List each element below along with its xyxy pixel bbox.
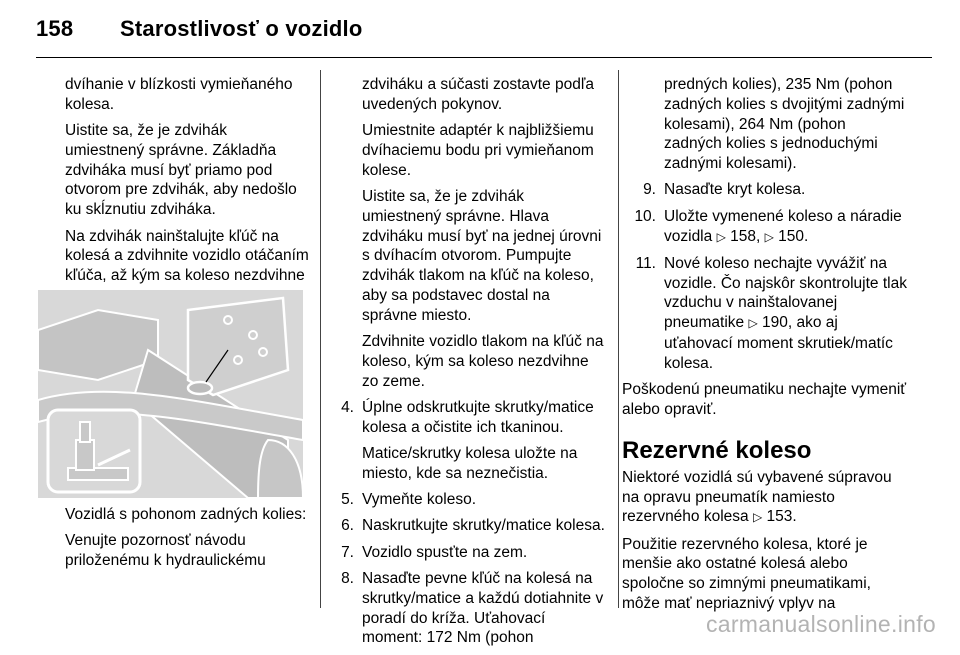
list-item	[320, 490, 607, 510]
step-text: Vozidlo spusťte na zem.	[362, 543, 528, 561]
page-ref-arrow-icon: ▷	[716, 229, 726, 244]
step-number: 5.	[341, 491, 354, 509]
step-number: 10.	[634, 207, 656, 225]
list-item	[320, 543, 607, 563]
column-2	[341, 75, 607, 655]
step-text: Naskrutkujte skrutky/matice kolesa.	[362, 517, 605, 535]
step-text: , ako aj uťahovací moment skrutiek/matíc kolesa.	[664, 314, 893, 372]
step-text: Nové koleso nechajte vyvážiť na vozidle. Čo najskôr skontrolujte tlak vzduchu v nainštalovanej pneumatike	[664, 254, 907, 332]
paragraph: Zdvihnite vozidlo tlakom na kľúč na koleso, kým sa koleso nezdvihne zo zeme.	[362, 333, 604, 390]
jack-illustration	[38, 290, 303, 498]
step-number: 9.	[643, 181, 656, 199]
column-1-bottom	[65, 505, 310, 577]
list-item: 10. Uložte vymenené koleso a náradie vozidla ▷ 158, ▷ 150.	[622, 207, 907, 248]
step-subtext: Matice/skrutky kolesa uložte na miesto, kde sa neznečistia.	[362, 445, 578, 482]
paragraph-text: Niektoré vozidlá sú vybavené súpravou na opravu pneumatík namiesto rezervného kolesa	[622, 468, 892, 526]
step-text: Úplne odskrutkujte skrutky/matice kolesa a očistite ich tkaninou.	[362, 398, 594, 436]
step-number: 8.	[341, 570, 354, 588]
page-number: 158	[36, 16, 74, 41]
list-item	[320, 569, 607, 648]
page-ref[interactable]: 150	[778, 227, 805, 245]
page-ref-arrow-icon: ▷	[752, 510, 763, 525]
paragraph: Umiestnite adaptér k najbližšiemu dvíhaciemu bodu pri vymieňanom kolese.	[362, 122, 594, 179]
step-number: 11.	[635, 254, 656, 272]
subsection-title: Rezervné koleso	[622, 436, 812, 464]
paragraph: zdviháku a súčasti zostavte podľa uvedených pokynov.	[362, 76, 594, 113]
step-number: 4.	[341, 398, 354, 416]
step-number: 7.	[341, 543, 354, 561]
list-item	[622, 254, 907, 374]
column-divider	[618, 70, 619, 608]
step-text: Vymeňte koleso.	[362, 491, 477, 509]
page-ref[interactable]: 190	[762, 314, 788, 332]
list-item	[622, 180, 907, 200]
paragraph: Uistite sa, že je zdvihák umiestnený správne. Základňa zdviháka musí byť priamo pod otvorom pre zdvihák, aby nedošlo ku skĺznutiu zdviháka.	[65, 122, 297, 219]
list-item-sub	[320, 444, 607, 484]
paragraph: Na zdvihák nainštalujte kľúč na kolesá a zdvihnite vozidlo otáčaním kľúča, až kým sa koleso nezdvihne	[65, 227, 309, 285]
step-text: Nasaďte kryt kolesa.	[664, 181, 806, 199]
page-ref-arrow-icon: ▷	[748, 316, 758, 331]
paragraph: Niektoré vozidlá sú vybavené súpravou na opravu pneumatík namiesto rezervného kolesa ▷ 153.	[622, 468, 892, 526]
header-rule	[36, 57, 932, 58]
section-title: Starostlivosť o vozidlo	[120, 16, 363, 41]
page-ref[interactable]: 158	[730, 227, 756, 245]
paragraph: Použitie rezervného kolesa, ktoré je menšie ako ostatné kolesá alebo spoločne so zimnými pneumatikami, môže mať nepriaznivý vplyv na	[622, 535, 871, 613]
paragraph: Uistite sa, že je zdvihák umiestnený správne. Hlava zdviháku musí byť na jednej úrovni s dvíhacím otvorom. Pumpujte zdvihák tlakom na kľúč na koleso, aby sa podstavec dostal na správne miesto.	[362, 187, 602, 324]
column-3	[622, 75, 907, 620]
column-1	[65, 75, 310, 312]
step-text: Uložte vymenené koleso a náradie vozidla	[664, 207, 902, 245]
watermark: carmanualsonline.info	[705, 611, 936, 637]
paragraph: dvíhanie v blízkosti vymieňaného kolesa.	[65, 76, 293, 113]
paragraph: Venujte pozornosť návodu priloženému k hydraulickému	[65, 532, 266, 570]
step-text: Nasaďte pevne kľúč na kolesá na skrutky/matice a každú dotiahnite v poradí do kríža. Uťahovací moment: 172 Nm (pohon	[362, 570, 604, 647]
figure-caption: Vozidlá s pohonom zadných kolies:	[65, 506, 307, 523]
list-item	[320, 398, 607, 438]
jack-illustration-svg	[38, 290, 303, 498]
list-item	[320, 516, 607, 536]
page-ref-arrow-icon: ▷	[764, 229, 774, 244]
step-number: 6.	[341, 517, 354, 535]
page-ref[interactable]: 153	[766, 508, 793, 526]
paragraph: Poškodenú pneumatiku nechajte vymeniť alebo opraviť.	[622, 381, 907, 418]
list-item-continued: predných kolies), 235 Nm (pohon zadných kolies s dvojitými zadnými kolesami), 264 Nm (pohon zadných kolies s jednoduchými zadnými kolesami).	[664, 76, 905, 173]
